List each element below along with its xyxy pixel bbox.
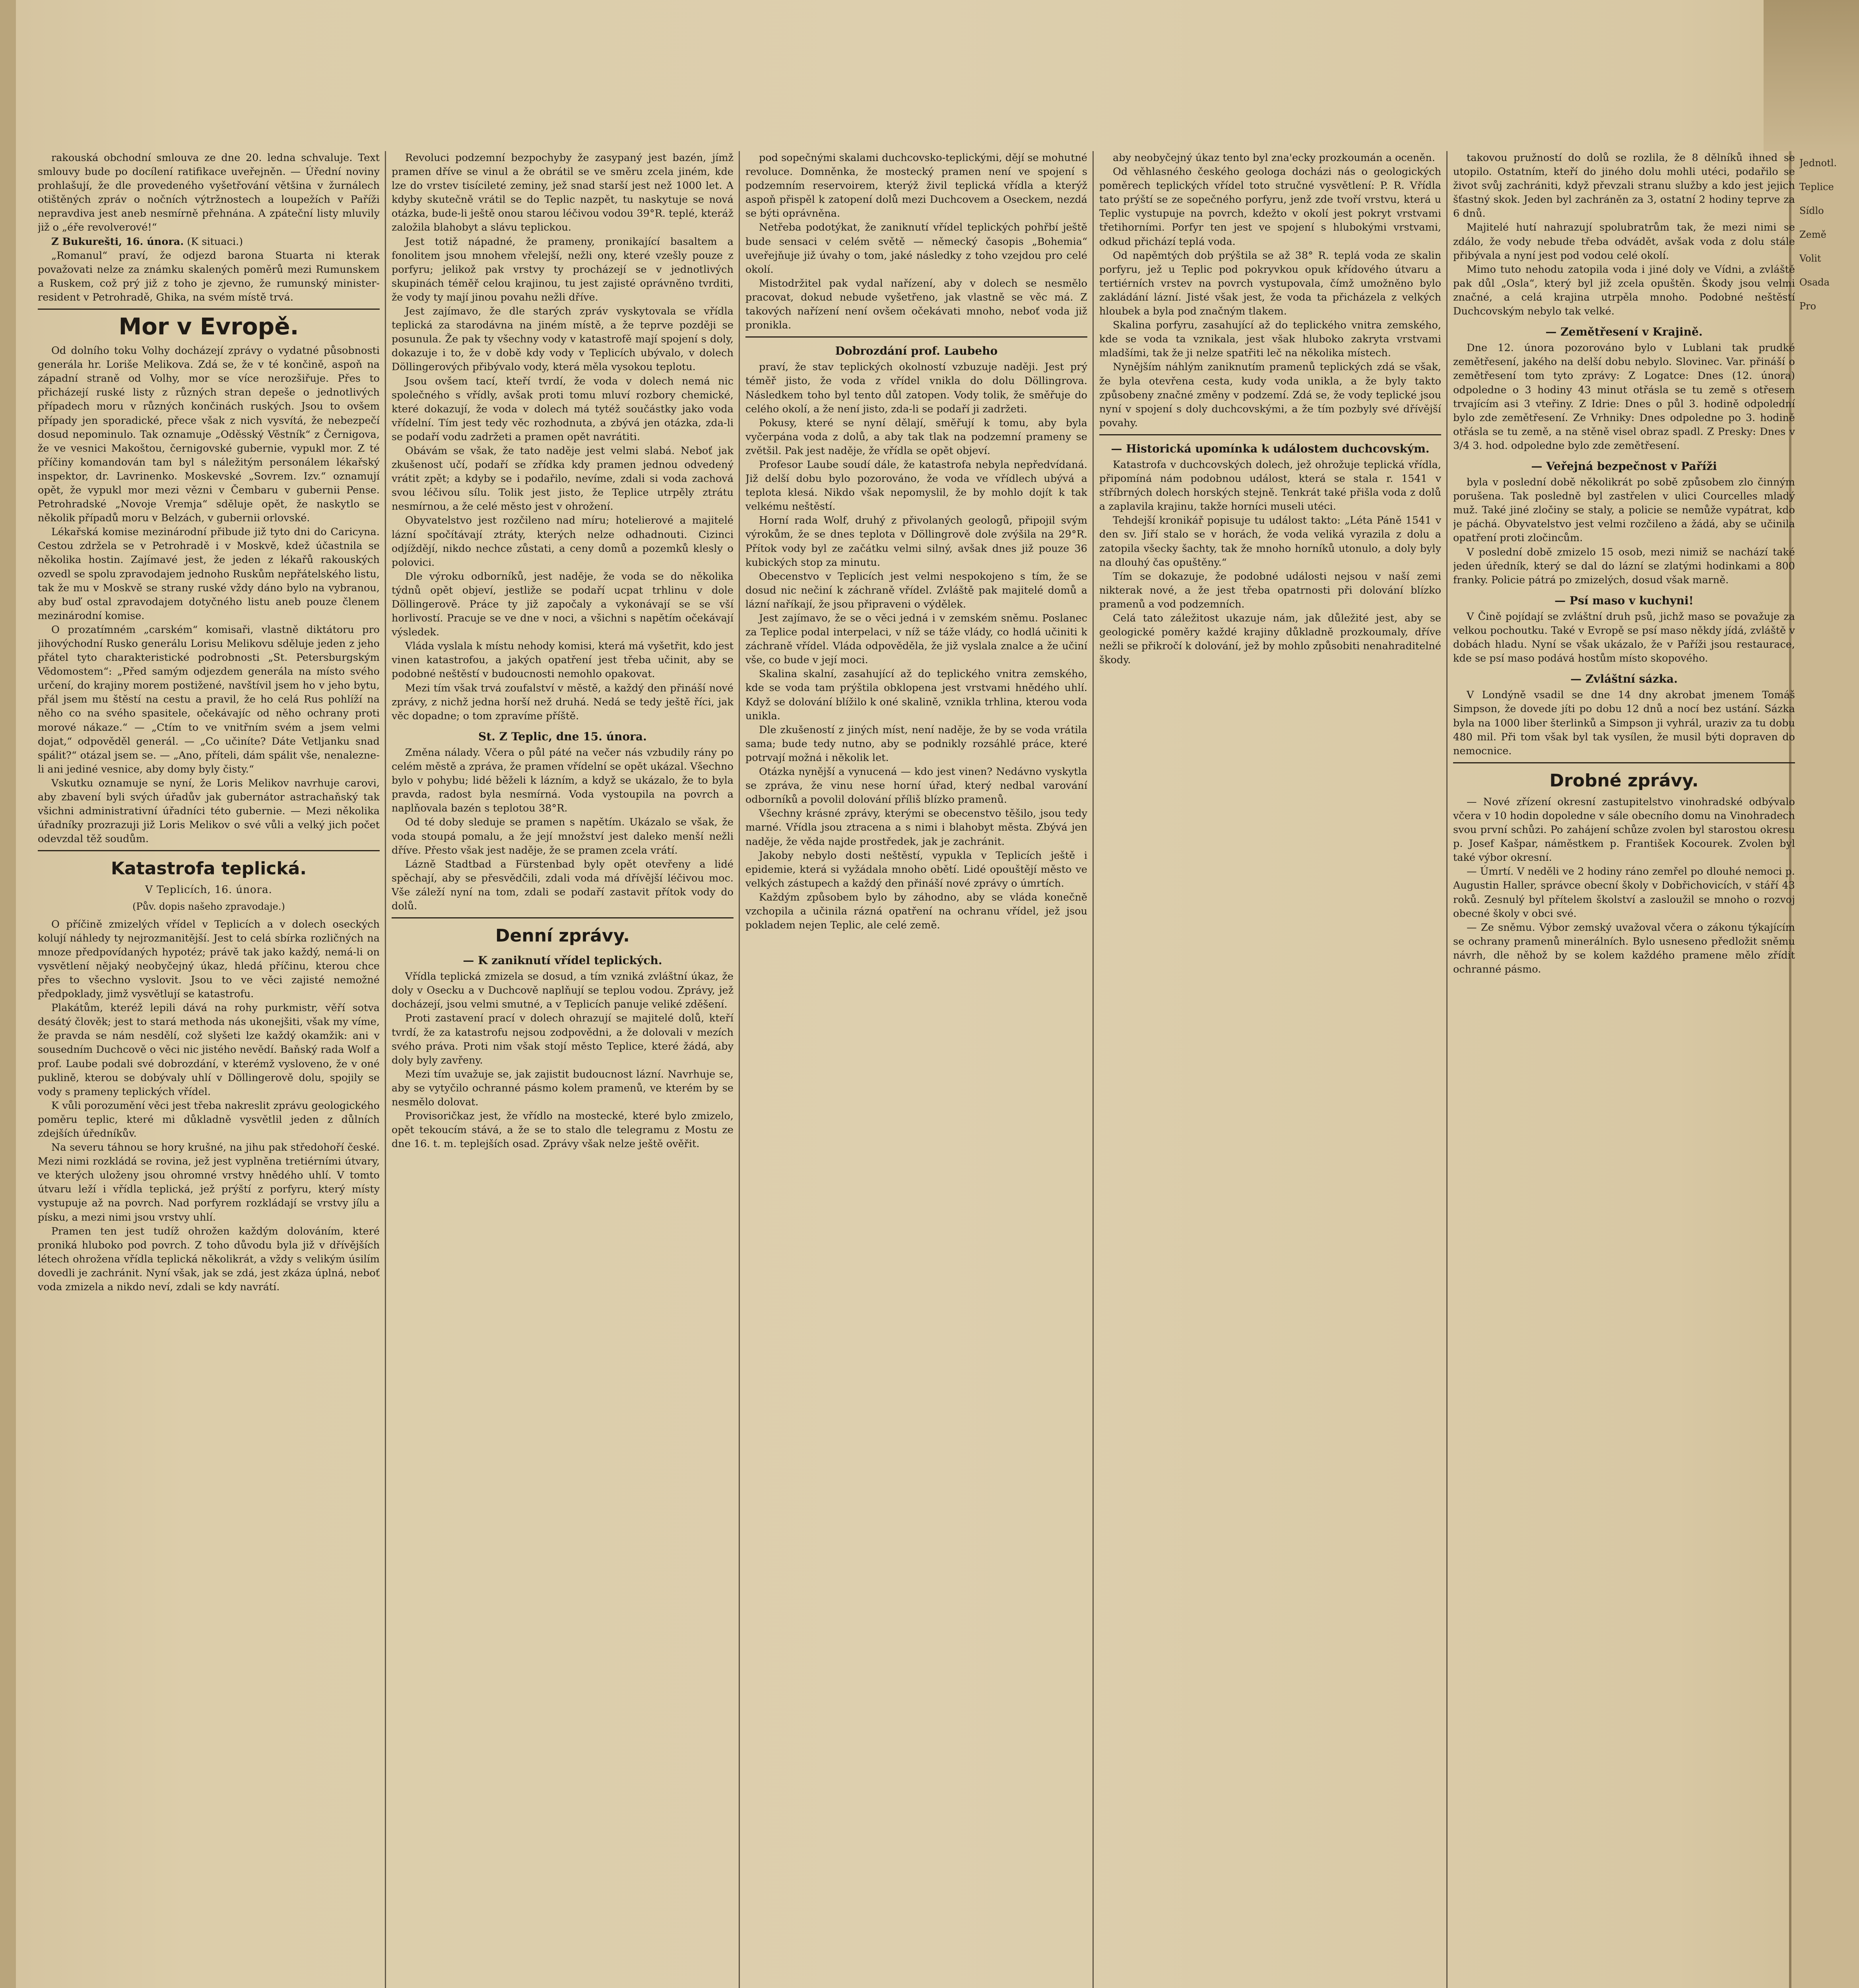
column-2 xyxy=(392,151,734,1988)
page-corner-shadow xyxy=(1764,0,1859,151)
section-divider xyxy=(1099,434,1441,435)
paragraph: Jest totiž nápadné, že prameny, pronikající basaltem a fonolitem jsou mnohem vřelejší, nežli ony, které vzešly pouze z porfyru; jelikož pak vrstvy ty procházejí se v jednotlivých skupinách téměř celou krajinou, tu jest zajisté oprávněno tvrditi, že vody ty mají jinou povahu nežli dříve. xyxy=(392,235,734,303)
paragraph: Horní rada Wolf, druhý z přivolaných geologů, připojil svým výrokům, že se dnes teplota v Döllingrově dole zvýšila na 29°R. Přítok vody byl ze začátku velmi silný, avšak dnes již pouze 36 kubických stop za minutu. xyxy=(745,514,1087,569)
paragraph: Plakátům, kteréž lepili dává na rohy purkmistr, věří sotva desátý člověk; jest to stará methoda nás ukonejšiti, však my víme, že pravda se nám nesdělí, což slyšeti lze každý okamžik: ani v sousedním Duchcově o věci nic jistého nevědí. Baňský rada Wolf a prof. Laube podali své dobrozdání, v kterémž vysloveno, že v oné puklině, kterou se dobývaly uhlí v Döllingerově dolu, spojily se vody s prameny teplických vřídel. xyxy=(38,1002,380,1098)
paragraph: Skalina porfyru, zasahující až do teplického vnitra zemského, kde se voda ta vznikala, jest však hluboko zakryta vrstvami mladšími, tak že ji nelze spatřiti leč na několika místech. xyxy=(1099,319,1441,359)
paragraph: — Ze sněmu. Výbor zemský uvažoval včera o zákonu týkajícím se ochrany pramenů minerálních. Bylo usneseno předložit sněmu návrh, dle něhož by se kolem každého pramene mělo zřídit ochranné pásmo. xyxy=(1453,921,1795,975)
column-5 xyxy=(1453,151,1795,1988)
paragraph: Od napěmtých dob prýštila se až 38° R. teplá voda ze skalin porfyru, jež u Teplic pod pokryvkou opuk křídového útvaru a tertiérních vrstev na povrch vystupovala, čímž umožněno bylo zakládání lázní. Jisté však jest, že voda ta přicházela z velkých hloubek a byla pod značným tlakem. xyxy=(1099,249,1441,318)
paragraph: rakouská obchodní smlouva ze dne 20. ledna schvaluje. Text smlouvy bude po docílení ratifikace uveřejněn. — Úřední noviny prohlašují, že dle provedeného vyšetřování většina v žurnálech otištěných zpráv o nočních výtržnostech a loupežích v Paříži nepravdiva jest aneb nesmírně přehnána. A zpáteční listy mluvily již o „éře revolverové!“ xyxy=(38,152,380,234)
katastrofa-note: (Pův. dopis našeho zpravodaje.) xyxy=(132,901,285,912)
paragraph: — Nové zřízení okresní zastupitelstvo vinohradské odbývalo včera v 10 hodin dopoledne v sále obecního domu na Vinohradech svou první schůzi. Po zahájení schůze zvolen byl starostou okresu p. Josef Kašpar, náměstkem p. František Kocourek. Zvolen byl také výbor okresní. xyxy=(1453,796,1795,864)
paragraph: V poslední době zmizelo 15 osob, mezi nimiž se nachází také jeden úředník, který se dal do lázní se zlatými hodinkami a 800 franky. Policie pátrá po zmizelých, dosud však marně. xyxy=(1453,546,1795,586)
paragraph: Všechny krásné zprávy, kterými se obecenstvo těšilo, jsou tedy marné. Vřídla jsou ztracena a s nimi i blahobyt města. Zbývá jen naděje, že věda najde prostředek, jak je zachránit. xyxy=(745,808,1087,848)
subheading-zemetreseni: — Zemětřesení v Krajině. xyxy=(1545,325,1703,339)
margin-word: Osada xyxy=(1799,277,1830,288)
column-4 xyxy=(1099,151,1441,1988)
paragraph: Od dolního toku Volhy docházejí zprávy o vydatné působnosti generála hr. Loriše Melikova. Zdá se, že v té končině, aspoň na západní straně od Volhy, mor se více nerozšiřuje. Přes to přicházejí ruské listy z různých stran depeše o jednotlivých případech moru v různých končinách ruských. Jsou to ovšem případy jen sporadické, přece však z nich vysvítá, že nebezpečí dosud nepominulo. Tak oznamuje „Oděsský Věstník“ z Černigova, že ve vesnici Makoštou, černigovské gubernie, vypukl mor. Z té příčiny komandován tam byl s náležitým personálem lékařský inspektor, dr. Lavrinenko. Moskevské „Sovrem. Izv.“ oznamují opět, že vypukl mor mezi vězni v Čembaru v gubernii Pense. Petrohradské „Novoje Vremja“ sděluje opět, že naskytlo se několik případů moru v Belzách, v gubernii orlovské. xyxy=(38,345,380,524)
paragraph: Jest zajímavo, že se o věci jedná i v zemském sněmu. Poslanec za Teplice podal interpelaci, v níž se táže vlády, co hodlá učiniti k záchraně vřídel. Vláda odpověděla, že již vyslala znalce a že učiní vše, co bude v její moci. xyxy=(745,612,1087,666)
st-dateline: St. Z Teplic, dne 15. února. xyxy=(478,730,647,743)
column-rule xyxy=(1446,151,1448,1988)
margin-word: Jednotl. xyxy=(1799,157,1837,169)
paragraph: Mezi tím však trvá zoufalství v městě, a každý den přináší nové zprávy, z nichž jedna horší než druhá. Nedá se tedy ještě říci, jak věc dopadne; o tom zpravíme příště. xyxy=(392,682,734,722)
column-1 xyxy=(38,151,380,1988)
paragraph: Vláda vyslala k místu nehody komisi, která má vyšetřit, kdo jest vinen katastrofou, a jakých opatření jest třeba učinit, aby se podobné neštěstí v budoucnosti nemohlo opakovat. xyxy=(392,640,734,680)
paragraph: Jsou ovšem tací, kteří tvrdí, že voda v dolech nemá nic společného s vřídly, avšak proti tomu mluví rozbory chemické, které dokazují, že voda v dolech má tytéž součástky jako voda vřídelní. Tím jest tedy věc rozhodnuta, a zbývá jen otázka, zda-li se podaří vodu zadržeti a pramen opět navrátiti. xyxy=(392,375,734,443)
paragraph: takovou pružností do dolů se rozlila, že 8 dělníků ihned se utopilo. Ostatním, kteří do jiného dolu mohli utéci, podařilo se život svůj zachrániti, když převzali stranu služby a kdo jest jejich šťastný skok. Jeden byl zachráněn za 3, ostatní 2 hodiny teprve za 6 dnů. xyxy=(1453,152,1795,220)
subheading-historicka: — Historická upomínka k událostem duchcovským. xyxy=(1111,442,1430,455)
paragraph: Změna nálady. Včera o půl páté na večer nás vzbudily rány po celém městě a zpráva, že pramen vřídelní se opět ukázal. Všechno bylo v pohybu; lidé běželi k lázním, a když se ukázalo, že to byla pravda, radost byla nesmírná. Voda vystoupila na povrch a naplňovala bazén s teplotou 38°R. xyxy=(392,746,734,815)
paragraph: Vskutku oznamuje se nyní, že Loris Melikov navrhuje carovi, aby zbavení byli svých úřadův jak gubernátor astrachaňský tak všichni administrativní úřadníci této gubernie. — Mezi několika úřadníky prozrazuji již Loris Melikov o své vůli a velký jich počet odevzdal těž soudům. xyxy=(38,777,380,845)
paragraph: Dle výroku odborníků, jest naděje, že voda se do několika týdnů opět objeví, jestliže se podaří ucpat trhlinu v dole Döllingerově. Práce ty již započaly a vykonávají se se vší horlivostí. Pracuje se ve dne v noci, a všichni s napětím očekávají výsledek. xyxy=(392,570,734,639)
paragraph: Tehdejší kronikář popisuje tu událost takto: „Léta Páně 1541 v den sv. Jiří stalo se v horách, že voda veliká vyrazila z dolu a zatopila všecky šachty, tak že mnoho horníků utonulo, a doly byly na dlouhý čas opuštěny.“ xyxy=(1099,514,1441,569)
section-divider xyxy=(392,917,734,918)
paragraph: Netřeba podotýkat, že zaniknutí vřídel teplických pohřbí ještě bude sensaci v celém světě — německý časopis „Bohemia“ uveřejňuje již úvahy o tom, jaké následky z toho vzejdou pro celé okolí. xyxy=(745,221,1087,276)
paragraph: „Romanul“ praví, že odjezd barona Stuarta ni kterak považovati nelze za známku skalených poměrů mezi Rumunskem a Ruskem, což prý již z toho je zjevno, že rumunský minister-resident v Petrohradě, Ghika, na svém místě trvá. xyxy=(38,249,380,303)
section-divider xyxy=(38,850,380,851)
margin-word: Volit xyxy=(1799,253,1821,264)
paragraph: V Čině pojídají se zvláštní druh psů, jichž maso se považuje za velkou pochoutku. Také v Evropě se psí maso někdy jídá, zvláště v dobách hladu. Nyní se však ukázalo, že v Paříži jsou restaurace, kde se psí maso podává hostům místo skopového. xyxy=(1453,610,1795,665)
paragraph: Lékařská komise mezinárodní přibude již tyto dni do Caricyna. Cestou zdržela se v Petrohradě i v Moskvě, kdež účastnila se několika hostin. Zajímavé jest, že jeden z lékařů rakouských ozvedl se spolu zpravodajem jednoho Ruskům nepřátelského listu, tak že mu v Moskvě se strany ruské vždy dáno bylo na vybranou, aby buď ostal zpravodajem dotyčného listu aneb pouze členem mezinárodní komise. xyxy=(38,526,380,622)
subheading-laube: Dobrozdání prof. Laubeho xyxy=(835,344,998,358)
paragraph: Majitelé hutí nahrazují spolubratrům tak, že mezi nimi se zdálo, že vody nebude třeba odvádět, avšak voda z dolu stále přibývala a nyní jest pod vodou celé okolí. xyxy=(1453,221,1795,262)
headline-denni-zpravy: Denní zprávy. xyxy=(495,926,630,946)
paragraph: Vřídla teplická zmizela se dosud, a tím vzniká zvláštní úkaz, že doly v Osecku a v Duchcově naplňují se teplou vodou. Zprávy, jež docházejí, jsou velmi smutné, a v Teplicích panuje veliké zděšení. xyxy=(392,971,734,1011)
paragraph: Obyvatelstvo jest rozčileno nad míru; hotelierové a majitelé lázní spočítávají ztráty, kterých nelze odhadnouti. Cizinci odjíždějí, nikdo nechce zůstati, a ceny domů a pozemků klesly o polovici. xyxy=(392,514,734,569)
paragraph: V Londýně vsadil se dne 14 dny akrobat jmenem Tomáš Simpson, že dovede jíti po dobu 12 dnů a nocí bez ustání. Sázka byla na 1000 liber šterlinků a Simpson ji vyhrál, uraziv za tu dobu 480 mil. Při tom však byl tak vysílen, že musil býti dopraven do nemocnice. xyxy=(1453,689,1795,757)
paragraph: Pokusy, které se nyní dělají, směřují k tomu, aby byla vyčerpána voda z dolů, a aby tak tlak na podzemní prameny se zvětšil. Pak jest naděje, že vřídla se opět objeví. xyxy=(745,417,1087,457)
paragraph: Nynějším náhlým zaniknutím pramenů teplických zdá se však, že byla otevřena cesta, kudy voda unikla, a že byly takto způsobeny značné změny v podzemí. Zdá se, že vody teplické jsou nyní v spojení s doly duchcovskými, a že tím pozbyly své dřívější povahy. xyxy=(1099,361,1441,429)
headline-katastrofa: Katastrofa teplická. xyxy=(111,858,307,879)
paragraph: Obávám se však, že tato naděje jest velmi slabá. Neboť jak zkušenost učí, podaří se zřídka kdy pramen jednou odvedený vrátit zpět; a kdyby se i podařilo, nevíme, zdali si voda zachová svou léčivou sílu. Tolik jest jisto, že Teplice utrpěly ztrátu nesmírnou, a že celé město jest v ohrožení. xyxy=(392,445,734,513)
column-rule xyxy=(739,151,740,1988)
paragraph: Lázně Stadtbad a Fürstenbad byly opět otevřeny a lidé spěchají, aby se přesvědčili, zdali voda má dřívější léčivou moc. Vše záleží nyní na tom, zdali se podaří zastavit přítok vody do dolů. xyxy=(392,858,734,912)
paragraph: Celá tato záležitost ukazuje nám, jak důležité jest, aby se geologické poměry každé krajiny důkladně prozkoumaly, dříve nežli se přikročí k dolování, jež by mohlo způsobiti nenahraditelné škody. xyxy=(1099,612,1441,666)
headline-mor: Mor v Evropě. xyxy=(118,313,299,340)
subheading-zaniknuti: — K zaniknutí vřídel teplických. xyxy=(463,954,662,967)
page-left-edge xyxy=(0,0,16,1988)
paragraph: O prozatímném „carském“ komisaři, vlastně diktátoru pro jihovýchodní Rusko generálu Lorisu Melikovu sděluje jeden z jeho přátel tyto charakteristické podrobnosti „St. Petersburgským Vědomostem“: „Před samým odjezdem generála na místo svého určení, do krajiny morem postižené, navštívil jsem ho v jeho bytu, přál jsem mu štěstí na cestu a pravil, že ho celá Rus pohlíží na něho co na svého spasitele, očekávajíc od něho ochrany proti morové nákaze.“ — „Ctím to ve vnitřním svém a jsem velmi dojat,“ odpověděl generál. — „Co učiníte? Dáte Vetljanku snad spálit?“ otázal jsem se. — „Ano, příteli, dám spálit vše, nenalezne-li ani jediné vesnice, aby domy byly čisty.“ xyxy=(38,623,380,775)
subheading-psi-maso: — Psí maso v kuchyni! xyxy=(1554,594,1694,607)
margin-word: Pro xyxy=(1799,301,1816,312)
section-divider xyxy=(745,336,1087,338)
katastrofa-dateline: V Teplicích, 16. února. xyxy=(145,884,272,896)
paragraph: Pramen ten jest tudíž ohrožen každým dolováním, které proniká hluboko pod povrch. Z toho důvodu byla již v dřívějších létech ohrožena vřídla teplická několikrát, a vždy s velikým úsilím dovedli je zachránit. Nyní však, jak se zdá, jest zkáza úplná, neboť voda zmizela a nikdo neví, zdali se kdy navrátí. xyxy=(38,1225,380,1293)
paragraph: Tím se dokazuje, že podobné události nejsou v naší zemi nikterak nové, a že jest třeba opatrnosti při dolování blízko pramenů a vod podzemních. xyxy=(1099,570,1441,610)
paragraph: pod sopečnými skalami duchcovsko-teplickými, dějí se mohutné revoluce. Domněnka, že mostecký pramen není ve spojení s podzemním reservoirem, kterýž živil teplická vřídla a kterýž aspoň přispěl k zatopení dolů mezi Duchcovem a Oseckem, nezdá se býti oprávněna. xyxy=(745,152,1087,220)
paragraph: Revoluci podzemní bezpochyby že zasypaný jest bazén, jímž pramen dříve se vinul a že obrátil se ve směru zcela jiném, kde lze do vrstev tisícileté zeminy, jež snad starší jest než 1000 let. A kdyby skutečně vrátil se do Teplic nazpět, tu naskytuje se nová otázka, bude-li ještě onou starou léčivou vodou 39°R. teplé, kteráž založila blahobyt a slávu teplickou. xyxy=(392,152,734,234)
paragraph: — Úmrtí. V neděli ve 2 hodiny ráno zemřel po dlouhé nemoci p. Augustin Haller, správce obecní školy v Dobřichovicích, v stáří 43 roků. Zesnulý byl přítelem školství a zasloužil se mnoho o rozvoj obecné školy v obci své. xyxy=(1453,866,1795,920)
dateline-head: Z Bukurešti, 16. února. xyxy=(51,235,184,248)
section-divider xyxy=(38,309,380,310)
bukurest-dateline xyxy=(38,235,380,249)
paragraph: Dle zkušeností z jiných míst, není naděje, že by se voda vrátila sama; bude tedy nutno, aby se podnikly rozsáhlé práce, které potrvají možná i několik let. xyxy=(745,724,1087,764)
paragraph: Otázka nynější a vynucená — kdo jest vinen? Nedávno vyskytla se zpráva, že vinu nese horní úřad, který nedbal varování odborníků a povolil dolování příliš blízko pramenů. xyxy=(745,766,1087,806)
adjacent-page-margin xyxy=(1799,151,1855,1988)
margin-word: Země xyxy=(1799,229,1826,240)
subheading-verejna-bezpecnost: — Veřejná bezpečnost v Paříži xyxy=(1531,459,1717,473)
paragraph: aby neobyčejný úkaz tento byl zna'ecky prozkoumán a oceněn. xyxy=(1113,152,1435,164)
paragraph: Na severu táhnou se hory krušné, na jihu pak středohoří české. Mezi nimi rozkládá se rovina, jež jest vyplněna tretiérními útvary, ve kterých uloženy jsou ohromné vrstvy hnědého uhlí. V tomto útvaru leží i vřídla teplická, jež prýští z porfyru, který místy vystupuje až na povrch. Nad porfyrem rozkládají se vrstvy jílu a písku, a mezi nimi jsou vrstvy uhlí. xyxy=(38,1142,380,1223)
paragraph: Jest zajímavo, že dle starých zpráv vyskytovala se vřídla teplická za starodávna na jiném místě, a že teprve později se posunula. Že pak ty všechny vody v katastrofě mají spojení s doly, dokazuje i to, že v době kdy vody v Teplicích ubývalo, v dolech Döllingerových přibývalo vody, která měla vysokou teplotu. xyxy=(392,305,734,373)
margin-word: Teplice xyxy=(1799,181,1834,192)
paragraph: Mimo tuto nehodu zatopila voda i jiné doly ve Vídni, a zvláště pak důl „Osla“, který byl již zcela opuštěn. Škody jsou velmi značné, a celá krajina utrpěla mnoho. Podobné neštěstí Duchcovským nebylo tak velké. xyxy=(1453,263,1795,318)
column-rule xyxy=(385,151,386,1988)
paragraph: Provisoričkaz jest, že vřídlo na mostecké, které bylo zmizelo, opět tekoucím stává, a že se to stalo dle telegramu z Mostu ze dne 16. t. m. teplejších osad. Zprávy však nelze ještě ověřit. xyxy=(392,1110,734,1150)
paragraph: Obecenstvo v Teplicích jest velmi nespokojeno s tím, že se dosud nic nečiní k záchraně vřídel. Zvláště pak majitelé domů a lázní naříkají, že jsou připraveni o výdělek. xyxy=(745,570,1087,610)
paragraph: byla v poslední době několikrát po sobě způsobem zlo činným porušena. Tak posledně byl zastřelen v ulici Courcelles mladý muž. Také jiné zločiny se staly, a policie se nemůže vypátrat, kdo je páchá. Obyvatelstvo jest velmi rozčileno a žádá, aby se učinila opatření proti zločincům. xyxy=(1453,476,1795,544)
paragraph: Mistodržitel pak vydal nařízení, aby v dolech se nesmělo pracovat, dokud nebude vyšetřeno, jak vlastně se věc má. Z takových nařízení není ovšem očekávati mnoho, neboť voda již pronikla. xyxy=(745,277,1087,332)
paragraph: Každým způsobem bylo by záhodno, aby se vláda konečně vzchopila a učinila rázná opatření na ochranu vřídel, jež jsou pokladem nejen Teplic, ale celé země. xyxy=(745,891,1087,932)
section-divider xyxy=(1453,762,1795,763)
paragraph: K vůli porozumění věci jest třeba nakreslit zprávu geologického poměru teplic, které mi důkladně vysvětlil jeden z důlních zdejších úředníkův. xyxy=(38,1099,380,1140)
paragraph: Profesor Laube soudí dále, že katastrofa nebyla nepředvídaná. Již delší dobu bylo pozorováno, že voda ve vřídlech ubývá a teplota klesá. Nikdo však nepomyslil, že by mohlo dojít k tak velkému neštěstí. xyxy=(745,458,1087,513)
paragraph: Proti zastavení prací v dolech ohrazují se majitelé dolů, kteří tvrdí, že za katastrofu nejsou zodpovědni, a že dolovali v mezích svého práva. Proti nim však stojí město Teplice, které žádá, aby doly byly zavřeny. xyxy=(392,1012,734,1066)
paragraph: Dne 12. února pozorováno bylo v Lublani tak prudké zemětřesení, jakého na delší dobu nebylo. Slovinec. Var. přináší o zemětřesení tom tyto zprávy: Z Logatce: Dnes (12. února) odpoledne o 3 hodiny 43 minut otřásla se tu země s otřesem trvajícím asi 3 vteřiny. Z Idrie: Dnes o půl 3. hodině odpolední bylo zde zemětřesení. Ze Vrhniky: Dnes odpoledne po 3. hodině otřásla se tu země, a na stěně visel obraz spadl. Z Presky: Dnes v 3/4 3. hod. odpoledne bylo zde zemětřesení. xyxy=(1453,342,1795,452)
newspaper-columns xyxy=(38,151,1803,1988)
paragraph: Katastrofa v duchcovských dolech, jež ohrožuje teplická vřídla, připomíná nám podobnou událost, která se stala r. 1541 v stříbrných dolech horských stejně. Tenkrát také přišla voda z dolů a zaplavila krajinu, takže horníci museli utéci. xyxy=(1099,458,1441,513)
margin-word: Sídlo xyxy=(1799,205,1824,216)
paragraph: Mezi tím uvažuje se, jak zajistit budoucnost lázní. Navrhuje se, aby se vytyčilo ochranné pásmo kolem pramenů, ve kterém by se nesmělo dolovat. xyxy=(392,1068,734,1108)
paragraph: O příčině zmizelých vřídel v Teplicích a v dolech oseckých kolují náhledy ty nejrozmanitější. Jest to celá sbírka rozličných na mnoze předpovídaných hypotéz; právě tak jako každý, nemá-li on vysvětlení nějaký neobyčejný úkaz, hledá příčinu, kterou chce přes to všechno vyslovit. Jsou to ve věci zajisté nemožné předpoklady, jimž vysvětlují se katastrofu. xyxy=(38,918,380,1000)
paragraph: Od té doby sleduje se pramen s napětím. Ukázalo se však, že voda stoupá pomalu, a že její množství jest daleko menší nežli dříve. Přesto však jest naděje, že se pramen zcela vrátí. xyxy=(392,816,734,856)
paragraph: Skalina skalní, zasahující až do teplického vnitra zemského, kde se voda tam prýštila obklopena jest vrstvami hnědého uhlí. Když se dolování blížilo k oné skalině, vznikla trhlina, kterou voda unikla. xyxy=(745,668,1087,722)
column-rule xyxy=(1093,151,1094,1988)
subheading-zvlastni-sazka: — Zvláštní sázka. xyxy=(1570,672,1678,686)
paragraph: praví, že stav teplických okolností vzbuzuje naději. Jest prý téměř jisto, že voda z vřídel vnikla do dolu Döllingrova. Následkem toho byl tento důl zatopen. Vody tolik, že směřuje do celého okolí, a že není jisto, zda-li se podaří ji zadržeti. xyxy=(745,361,1087,415)
headline-drobne-zpravy: Drobné zprávy. xyxy=(1549,770,1699,791)
column-3 xyxy=(745,151,1087,1988)
paragraph: Od věhlasného českého geologa docházi nás o geologických poměrech teplických vřídel toto stručné vysvětlení: P. R. Vřídla tato prýští se ze sopečného porfyru, jenž zde tvoří vrstvu, která u Teplic vystupuje na povrch, kdežto v okolí jest pokryt vrstvami třetihorními. Porfyr ten jest ve spojení s hlubokými vrstvami, odkud přichází teplá voda. xyxy=(1099,166,1441,248)
paragraph: Jakoby nebylo dosti neštěstí, vypukla v Teplicích ještě i epidemie, která si vyžádala mnoho obětí. Lidé opouštějí město ve velkých zástupech a každý den přináší nové zprávy o úmrtích. xyxy=(745,849,1087,889)
dateline-note: (K situaci.) xyxy=(187,235,243,248)
